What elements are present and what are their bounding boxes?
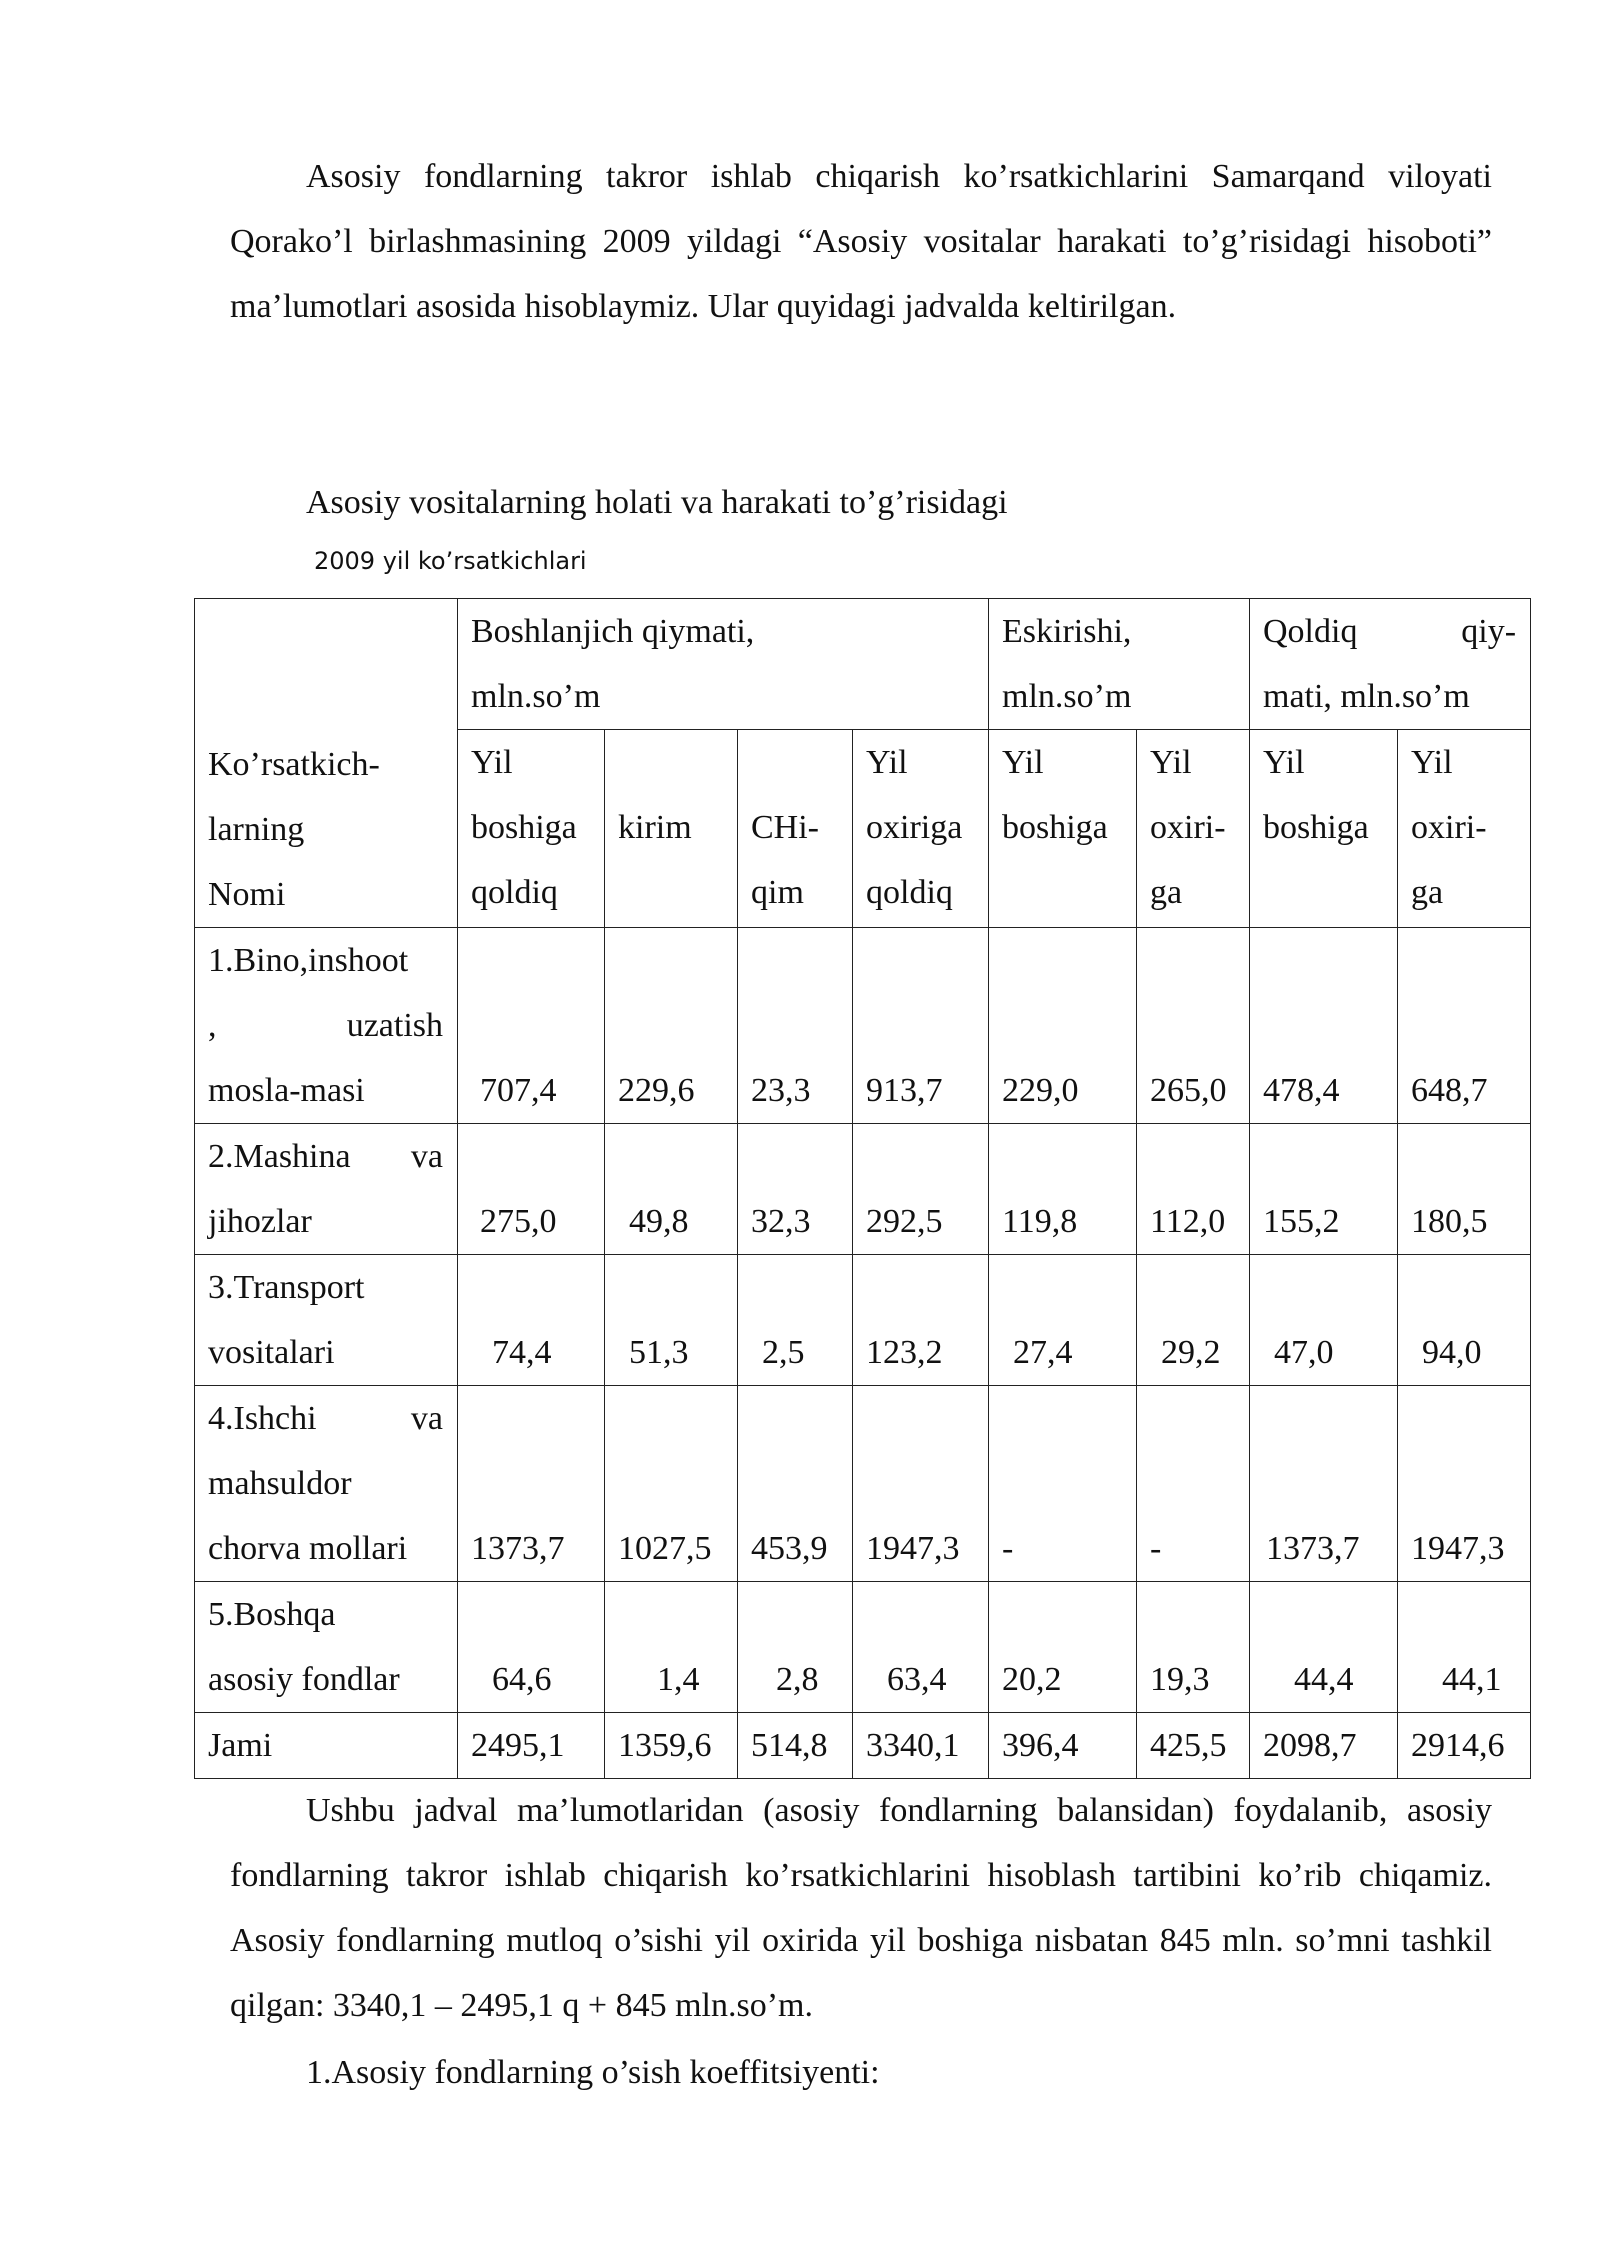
subheader-qoldiq-yil-oxiriga xyxy=(1398,730,1531,928)
subheader-line: boshiga xyxy=(1263,809,1369,846)
group-header-boshlanjich xyxy=(458,599,989,730)
value-cell: 112,0 xyxy=(1137,1124,1250,1255)
value-cell: 453,9 xyxy=(738,1386,853,1582)
value-cell: 44,1 xyxy=(1398,1582,1531,1713)
subheader-line: Yil xyxy=(866,744,908,781)
row-header-line: Nomi xyxy=(208,876,286,913)
value-cell: 2,8 xyxy=(738,1582,853,1713)
subheader-line: boshiga xyxy=(471,809,577,846)
value-cell: 648,7 xyxy=(1398,928,1531,1124)
fixed-assets-table xyxy=(194,598,1531,1779)
value-cell: 2098,7 xyxy=(1250,1713,1398,1779)
value-cell: 1947,3 xyxy=(1398,1386,1531,1582)
row-name-line: chorva mollari xyxy=(208,1530,408,1567)
table-row xyxy=(195,1582,1531,1713)
value-cell: 514,8 xyxy=(738,1713,853,1779)
value-cell: 478,4 xyxy=(1250,928,1398,1124)
value-cell: 425,5 xyxy=(1137,1713,1250,1779)
value-cell: 229,0 xyxy=(989,928,1137,1124)
row-header-cell xyxy=(195,599,458,928)
item-1-heading: 1.Asosiy fondlarning o’sish koeffitsiyenti: xyxy=(306,2054,880,2091)
value-cell: 2914,6 xyxy=(1398,1713,1531,1779)
row-name-cell: Jami xyxy=(195,1713,458,1779)
row-name-cell xyxy=(195,1124,458,1255)
after-table-paragraph: Ushbu jadval ma’lumotlaridan (asosiy fondlarning balansidan) foydalanib, asosiy fondlarning takror ishlab chiqarish ko’rsatkichlarini hisoblash tartibini ko’rib chiqamiz. Asosiy fondlarning mutloq o’sishi yil oxirida yil boshiga nisbatan 845 mln. so’mni tashkil qilgan: 3340,1 – 2495,1 q + 845 mln.so’m. xyxy=(230,1792,1492,2024)
table-row xyxy=(195,1386,1531,1582)
value-cell: 64,6 xyxy=(458,1582,605,1713)
subheader-line: CHi- xyxy=(751,809,819,846)
value-cell: 44,4 xyxy=(1250,1582,1398,1713)
value-cell: 49,8 xyxy=(605,1124,738,1255)
value-cell: 94,0 xyxy=(1398,1255,1531,1386)
subheader-chiqim xyxy=(738,730,853,928)
row-name-line: vositalari xyxy=(208,1334,335,1371)
value-cell: 180,5 xyxy=(1398,1124,1531,1255)
value-cell: 2495,1 xyxy=(458,1713,605,1779)
value-cell: 51,3 xyxy=(605,1255,738,1386)
group-header-line: mati, mln.so’m xyxy=(1263,678,1470,715)
value-cell: 20,2 xyxy=(989,1582,1137,1713)
subheader-line: Yil xyxy=(1263,744,1305,781)
value-cell: 229,6 xyxy=(605,928,738,1124)
value-cell: 1947,3 xyxy=(853,1386,989,1582)
row-name-cell xyxy=(195,1582,458,1713)
group-header-line: Qoldiq qiy- xyxy=(1263,613,1517,650)
subheader-line: boshiga xyxy=(1002,809,1108,846)
value-cell: 1027,5 xyxy=(605,1386,738,1582)
value-cell: 123,2 xyxy=(853,1255,989,1386)
subheader-yil-oxiriga-qoldiq xyxy=(853,730,989,928)
value-cell: 29,2 xyxy=(1137,1255,1250,1386)
subheader-line: qim xyxy=(751,874,804,911)
subheader-line: qoldiq xyxy=(866,874,953,911)
row-name-line: mahsuldor xyxy=(208,1465,352,1502)
value-cell: - xyxy=(989,1386,1137,1582)
value-cell: 47,0 xyxy=(1250,1255,1398,1386)
subheader-eskirish-yil-oxiriga xyxy=(1137,730,1250,928)
subheader-yil-boshiga-qoldiq xyxy=(458,730,605,928)
group-header-qoldiq xyxy=(1250,599,1531,730)
row-name-line: jihozlar xyxy=(208,1203,312,1240)
value-cell: 23,3 xyxy=(738,928,853,1124)
row-name-line: 3.Transport xyxy=(208,1269,365,1306)
row-name-line: 4.Ishchi va xyxy=(208,1400,443,1437)
table-row xyxy=(195,1255,1531,1386)
group-header-line: Eskirishi, xyxy=(1002,613,1132,650)
value-cell: 913,7 xyxy=(853,928,989,1124)
value-cell: 396,4 xyxy=(989,1713,1137,1779)
value-cell: - xyxy=(1137,1386,1250,1582)
group-header-line: mln.so’m xyxy=(471,678,601,715)
row-name-line: 2.Mashina va xyxy=(208,1138,443,1175)
value-cell: 1373,7 xyxy=(458,1386,605,1582)
row-name-line: asosiy fondlar xyxy=(208,1661,400,1698)
subheader-line: Yil xyxy=(1002,744,1044,781)
group-header-line: Boshlanjich qiymati, xyxy=(471,613,755,650)
intro-paragraph: Asosiy fondlarning takror ishlab chiqarish ko’rsatkichlarini Samarqand viloyati Qorako’l birlashmasining 2009 yildagi “Asosiy vositalar harakati to’g’risidagi hisoboti” ma’lumotlari asosida hisoblaymiz. Ular quyidagi jadvalda keltirilgan. xyxy=(230,158,1492,325)
value-cell: 3340,1 xyxy=(853,1713,989,1779)
subheader-line: oxiriga xyxy=(866,809,963,846)
subheader-line: kirim xyxy=(618,809,692,846)
row-name-line: 5.Boshqa xyxy=(208,1596,336,1633)
value-cell: 1,4 xyxy=(605,1582,738,1713)
value-cell: 27,4 xyxy=(989,1255,1137,1386)
value-cell: 119,8 xyxy=(989,1124,1137,1255)
row-name-cell xyxy=(195,1255,458,1386)
group-header-eskirishi xyxy=(989,599,1250,730)
value-cell: 155,2 xyxy=(1250,1124,1398,1255)
table-row xyxy=(195,928,1531,1124)
value-cell: 63,4 xyxy=(853,1582,989,1713)
row-name-cell xyxy=(195,928,458,1124)
subheader-kirim xyxy=(605,730,738,928)
subheader-line: Yil xyxy=(1411,744,1453,781)
subheader-line: ga xyxy=(1411,874,1444,911)
subheader-line: qoldiq xyxy=(471,874,558,911)
value-cell: 292,5 xyxy=(853,1124,989,1255)
subheader-eskirish-yil-boshiga xyxy=(989,730,1137,928)
table-subcaption: 2009 yil ko’rsatkichlari xyxy=(314,547,587,575)
group-header-line: mln.so’m xyxy=(1002,678,1132,715)
table-header-row-1 xyxy=(195,599,1531,730)
row-header-line: Ko’rsatkich- xyxy=(208,746,380,783)
value-cell: 265,0 xyxy=(1137,928,1250,1124)
subheader-line: oxiri- xyxy=(1411,809,1487,846)
subheader-line: Yil xyxy=(1150,744,1192,781)
subheader-line: oxiri- xyxy=(1150,809,1226,846)
subheader-line: Yil xyxy=(471,744,513,781)
row-name-cell xyxy=(195,1386,458,1582)
value-cell: 1373,7 xyxy=(1250,1386,1398,1582)
value-cell: 1359,6 xyxy=(605,1713,738,1779)
value-cell: 275,0 xyxy=(458,1124,605,1255)
row-name-line: mosla-masi xyxy=(208,1072,365,1109)
row-name-line: , uzatish xyxy=(208,1007,443,1044)
table-row xyxy=(195,1124,1531,1255)
subheader-line: ga xyxy=(1150,874,1183,911)
subheader-qoldiq-yil-boshiga xyxy=(1250,730,1398,928)
value-cell: 2,5 xyxy=(738,1255,853,1386)
value-cell: 74,4 xyxy=(458,1255,605,1386)
value-cell: 19,3 xyxy=(1137,1582,1250,1713)
table-caption: Asosiy vositalarning holati va harakati to’g’risidagi xyxy=(306,484,1008,521)
row-name-line: 1.Bino,inshoot xyxy=(208,942,409,979)
row-header-line: larning xyxy=(208,811,305,848)
value-cell: 707,4 xyxy=(458,928,605,1124)
table-row-total xyxy=(195,1713,1531,1779)
value-cell: 32,3 xyxy=(738,1124,853,1255)
